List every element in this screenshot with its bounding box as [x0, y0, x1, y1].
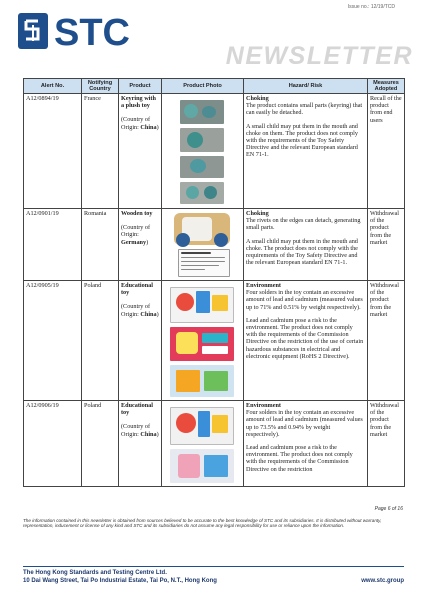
hazard-cell — [244, 209, 368, 281]
hazard-cell — [244, 401, 368, 487]
hazard-cell — [244, 281, 368, 401]
product-name: Educational toy — [121, 402, 153, 417]
page-number: Page 6 of 16 — [374, 506, 403, 512]
hazard-title: Choking — [246, 95, 269, 102]
alert-no: A12/0905/19 — [24, 281, 82, 401]
col-photo: Product Photo — [162, 79, 244, 94]
footer-address: 10 Dai Wang Street, Tai Po Industrial Estate, Tai Po, N.T., Hong Kong — [23, 578, 217, 584]
table-header-row — [24, 79, 405, 94]
col-hazard: Hazard/ Risk — [244, 79, 368, 94]
newsletter-title: NEWSLETTER — [225, 42, 413, 70]
product-photo — [162, 209, 244, 281]
hazard-text: The rivets on the edges can detach, generating small parts. — [246, 217, 361, 232]
country: Romania — [82, 209, 119, 281]
hazard-title: Choking — [246, 210, 269, 217]
measures: Withdrawal of the product from the market — [368, 401, 405, 487]
alert-no: A12/0906/19 — [24, 401, 82, 487]
product-cell — [119, 209, 162, 281]
product-cell — [119, 401, 162, 487]
product-photo — [162, 94, 244, 209]
footer-company: The Hong Kong Standards and Testing Centre Ltd. — [23, 570, 167, 576]
product-cell — [119, 94, 162, 209]
hazard-text: Lead and cadmium pose a risk to the environment. The product does not comply with the requirements of the Commission Directive on the restriction of the use of certain hazardous substances in electrical and electronic equipment (RoHS 2 Directive). — [246, 316, 364, 360]
hazard-text: A small child may put them in the mouth and choke on them. The product does not comply with the requirements of the Toy Safety Directive and the relevant European standard EN 71-1. — [246, 122, 358, 159]
origin: (Country of Origin: China) — [121, 303, 159, 318]
table-row — [24, 281, 405, 401]
product-name: Wooden toy — [121, 210, 153, 217]
stc-logo — [18, 12, 148, 50]
measures: Withdrawal of the product from the market — [368, 281, 405, 401]
issue-number: Issue no.: 12/19/TCD — [347, 4, 395, 10]
alert-no: A12/0901/19 — [24, 209, 82, 281]
product-photo — [162, 281, 244, 401]
product-cell — [119, 281, 162, 401]
hazard-text: Lead and cadmium pose a risk to the environment. The product does not comply with the requirements of the Commission Directive on the restriction — [246, 444, 353, 473]
product-name: Educational toy — [121, 282, 153, 297]
hazard-title: Environment — [246, 282, 281, 289]
product-name: Keyring with a plush toy — [121, 95, 156, 110]
col-product: Product — [119, 79, 162, 94]
logo-text: STC — [54, 12, 130, 50]
country: France — [82, 94, 119, 209]
origin: (Country of Origin: China) — [121, 116, 159, 131]
hazard-cell — [244, 94, 368, 209]
col-measures: Measures Adopted — [368, 79, 405, 94]
country: Poland — [82, 281, 119, 401]
measures: Withdrawal of the product from the market — [368, 209, 405, 281]
footer-divider — [23, 566, 404, 567]
footer-website[interactable]: www.stc.group — [361, 578, 404, 584]
origin: (Country of Origin: China) — [121, 423, 159, 438]
measures: Recall of the product from end users — [368, 94, 405, 209]
col-alert-no: Alert No. — [24, 79, 82, 94]
hazard-text: Four solders in the toy contain an excessive amount of lead and cadmium (measured values up to 71% and 0.51% by weight respectively). — [246, 289, 363, 311]
hazard-text: The product contains small parts (keyring) that can easily be detached. — [246, 102, 363, 117]
table-row — [24, 94, 405, 209]
hazard-text: Four solders in the toy contain an excessive amount of lead and cadmium (measured values up to 73.5% and 0.94% by weight respectively). — [246, 409, 363, 438]
hazard-title: Environment — [246, 402, 281, 409]
country: Poland — [82, 401, 119, 487]
table-row — [24, 401, 405, 487]
table-row — [24, 209, 405, 281]
product-photo — [162, 401, 244, 487]
disclaimer: The information contained in this newsletter is obtained from sources believed to be accurate to the best knowledge of STC and its subsidiaries. It is distributed without warranty, representation, inducement or license of any kind and STC and its subsidiaries do not assume any legal responsibility for use or reliance upon the information. — [23, 518, 382, 529]
col-country: Notifying Country — [82, 79, 119, 94]
alerts-table — [23, 78, 405, 487]
hazard-text: A small child may put them in the mouth and choke. The product does not comply with the requirements of the Toy Safety Directive and the relevant European standard EN 71-1. — [246, 237, 358, 267]
origin: (Country of Origin: Germany) — [121, 224, 151, 246]
alert-no: A12/0894/19 — [24, 94, 82, 209]
